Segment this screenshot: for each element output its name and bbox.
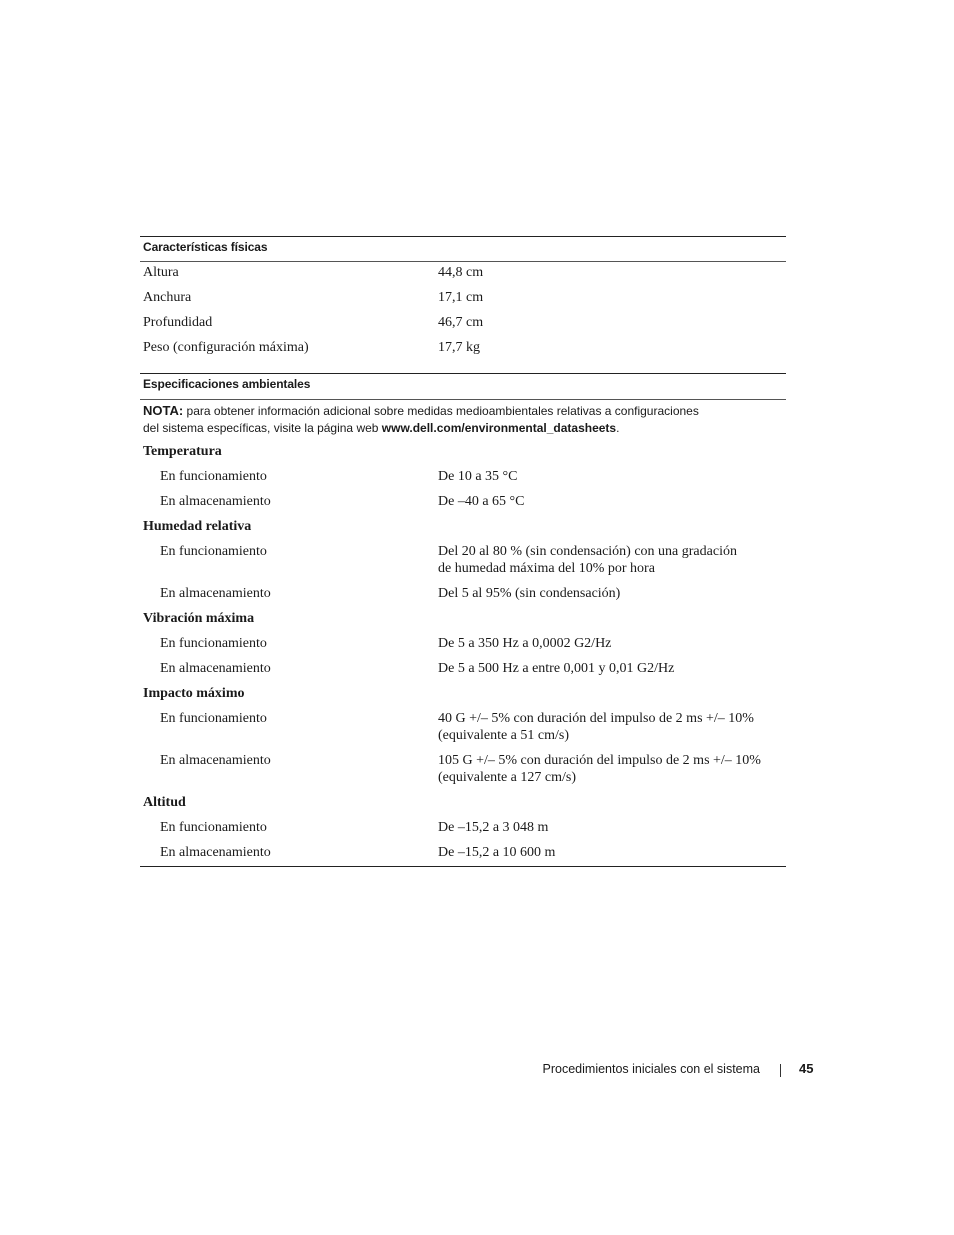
shock-operating-label: En funcionamiento — [160, 711, 267, 726]
depth-label: Profundidad — [143, 315, 213, 330]
vibration-operating-value: De 5 a 350 Hz a 0,0002 G2/Hz — [438, 636, 612, 651]
vibration-storage-value: De 5 a 500 Hz a entre 0,001 y 0,01 G2/Hz — [438, 661, 675, 676]
vibration-label: Vibración máxima — [143, 611, 255, 626]
note-link[interactable]: www.dell.com/environmental_datasheets — [381, 421, 617, 435]
humidity-storage-value: Del 5 al 95% (sin condensación) — [438, 586, 621, 601]
shock-label: Impacto máximo — [143, 686, 245, 701]
footer-separator — [780, 1064, 781, 1077]
note-suffix: . — [616, 421, 620, 435]
note-text-line1: para obtener información adicional sobre medidas medioambientales relativas a configuraciones — [186, 404, 699, 418]
weight-value: 17,7 kg — [438, 340, 480, 355]
shock-operating-value-line2: (equivalente a 51 cm/s) — [438, 728, 570, 743]
temperature-storage-label: En almacenamiento — [160, 494, 271, 509]
shock-operating-value-line1: 40 G +/– 5% con duración del impulso de 2 ms +/– 10% — [438, 711, 754, 726]
shock-operating-value — [438, 710, 783, 744]
temperature-operating-value: De 10 a 35 °C — [438, 469, 518, 484]
weight-label: Peso (configuración máxima) — [143, 340, 309, 355]
environmental-heading: Especificaciones ambientales — [143, 377, 311, 391]
footer-title: Procedimientos iniciales con el sistema — [542, 1062, 760, 1076]
temperature-operating-label: En funcionamiento — [160, 469, 267, 484]
altitude-storage-label: En almacenamiento — [160, 845, 271, 860]
humidity-operating-label: En funcionamiento — [160, 544, 267, 559]
vibration-storage-label: En almacenamiento — [160, 661, 271, 676]
temperature-label: Temperatura — [143, 444, 222, 459]
width-label: Anchura — [143, 290, 192, 305]
altitude-label: Altitud — [143, 795, 186, 810]
temperature-storage-value: De –40 a 65 °C — [438, 494, 525, 509]
humidity-storage-label: En almacenamiento — [160, 586, 271, 601]
shock-storage-value-line1: 105 G +/– 5% con duración del impulso de 2 ms +/– 10% — [438, 753, 761, 768]
altitude-operating-value: De –15,2 a 3 048 m — [438, 820, 549, 835]
physical-heading-rule — [140, 261, 786, 262]
note-prefix: NOTA: — [143, 403, 184, 418]
environmental-heading-rule — [140, 399, 786, 400]
physical-heading: Características físicas — [143, 240, 268, 254]
environmental-top-rule — [140, 373, 786, 374]
altitude-operating-label: En funcionamiento — [160, 820, 267, 835]
height-label: Altura — [143, 265, 179, 280]
shock-storage-label: En almacenamiento — [160, 753, 271, 768]
environmental-note — [143, 402, 763, 437]
humidity-operating-value-line2: de humedad máxima del 10% por hora — [438, 561, 655, 576]
altitude-storage-value: De –15,2 a 10 600 m — [438, 845, 556, 860]
physical-top-rule — [140, 236, 786, 237]
width-value: 17,1 cm — [438, 290, 484, 305]
shock-storage-value-line2: (equivalente a 127 cm/s) — [438, 770, 577, 785]
vibration-operating-label: En funcionamiento — [160, 636, 267, 651]
humidity-label: Humedad relativa — [143, 519, 252, 534]
humidity-operating-value-line1: Del 20 al 80 % (sin condensación) con una gradación — [438, 544, 737, 559]
humidity-operating-value — [438, 543, 783, 577]
note-text-line2: del sistema específicas, visite la página web — [143, 421, 379, 435]
shock-storage-value — [438, 752, 783, 786]
depth-value: 46,7 cm — [438, 315, 484, 330]
table-bottom-rule — [140, 866, 786, 867]
page-number: 45 — [799, 1061, 814, 1076]
height-value: 44,8 cm — [438, 265, 484, 280]
